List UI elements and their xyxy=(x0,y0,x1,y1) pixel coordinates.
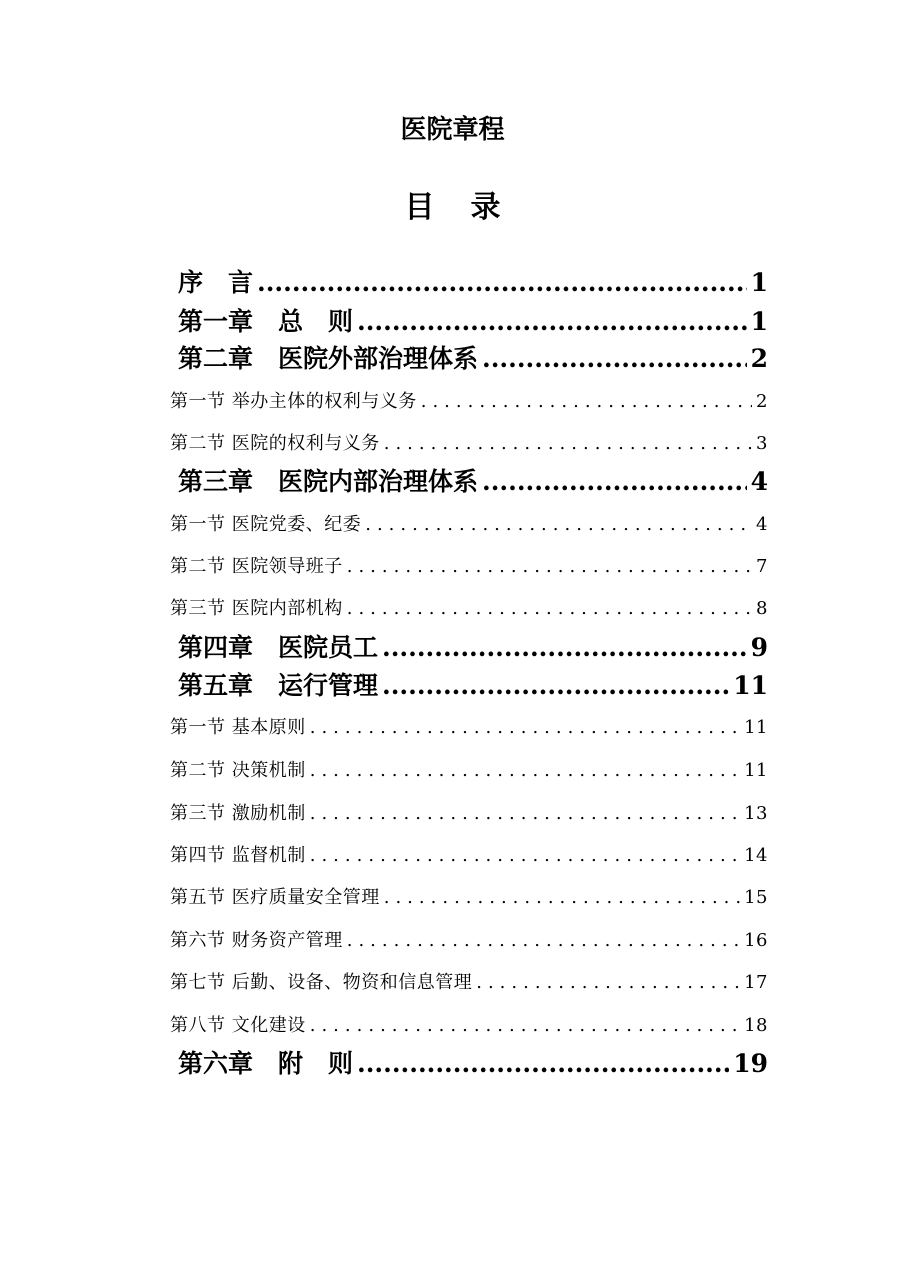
toc-entry-page: 11 xyxy=(733,671,768,700)
toc-entry-page: 8 xyxy=(756,598,768,619)
toc-entry-chapter-3[interactable] xyxy=(178,463,768,501)
toc-entry-label: 第五节 医疗质量安全管理 xyxy=(170,887,380,908)
toc-entry-page: 13 xyxy=(744,803,768,824)
toc-entry-section[interactable] xyxy=(170,841,768,871)
toc-entry-page: 17 xyxy=(744,972,768,993)
toc-entry-section[interactable] xyxy=(170,429,768,459)
toc-entry-page: 18 xyxy=(744,1015,768,1036)
toc-leader xyxy=(357,303,747,341)
toc-entry-label: 第二节 医院的权利与义务 xyxy=(170,433,380,454)
toc-leader xyxy=(476,968,740,998)
toc-entry-chapter-4[interactable] xyxy=(178,629,768,667)
toc-leader xyxy=(310,756,740,786)
toc-leader xyxy=(365,510,752,540)
document-title: 医院章程 xyxy=(400,115,505,145)
toc-entry-label: 第一节 基本原则 xyxy=(170,717,306,738)
toc-entry-label: 第四节 监督机制 xyxy=(170,845,306,866)
toc-entry-page: 11 xyxy=(744,717,768,738)
toc-leader xyxy=(310,713,740,743)
toc-entry-section[interactable] xyxy=(170,713,768,743)
toc-entry-label: 第二节 决策机制 xyxy=(170,760,306,781)
toc-leader xyxy=(310,841,740,871)
toc-entry-label: 第七节 后勤、设备、物资和信息管理 xyxy=(170,972,473,993)
toc-leader xyxy=(382,629,747,667)
toc-entry-page: 14 xyxy=(744,845,768,866)
toc-entry-section[interactable] xyxy=(170,552,768,582)
toc-entry-label: 第六章 附 则 xyxy=(178,1049,354,1078)
toc-entry-section[interactable] xyxy=(170,968,768,998)
toc-entry-label: 第二章 医院外部治理体系 xyxy=(178,344,479,373)
toc-entry-label: 第五章 运行管理 xyxy=(178,671,379,700)
toc-entry-label: 第三节 激励机制 xyxy=(170,803,306,824)
toc-entry-label: 第四章 医院员工 xyxy=(178,633,379,662)
toc-leader xyxy=(384,429,752,459)
toc-entry-page: 4 xyxy=(750,467,768,496)
toc-entry-section[interactable] xyxy=(170,799,768,829)
toc-entry-page: 2 xyxy=(756,391,768,412)
toc-heading-right: 录 xyxy=(470,190,501,225)
toc-entry-section[interactable] xyxy=(170,1011,768,1041)
toc-leader xyxy=(347,552,752,582)
toc-leader xyxy=(382,667,729,705)
toc-leader xyxy=(310,799,740,829)
toc-entry-preface[interactable] xyxy=(178,264,768,302)
toc-entry-label: 第一节 医院党委、纪委 xyxy=(170,514,362,535)
toc-heading-left: 目 xyxy=(404,190,435,225)
toc-leader xyxy=(357,1045,729,1083)
toc-entry-page: 9 xyxy=(750,633,768,662)
toc-entry-label: 第三节 医院内部机构 xyxy=(170,598,343,619)
toc-entry-page: 7 xyxy=(756,556,768,577)
toc-entry-page: 2 xyxy=(750,344,768,373)
toc-leader xyxy=(384,883,740,913)
toc-entry-label: 序 言 xyxy=(178,268,254,297)
toc-entry-chapter-2[interactable] xyxy=(178,340,768,378)
toc-leader xyxy=(347,594,752,624)
toc-entry-page: 19 xyxy=(733,1049,768,1078)
toc-entry-section[interactable] xyxy=(170,926,768,956)
toc-entry-page: 1 xyxy=(750,268,768,297)
toc-entry-page: 4 xyxy=(756,514,768,535)
toc-entry-label: 第一章 总 则 xyxy=(178,307,354,336)
toc-leader xyxy=(257,264,747,302)
toc-entry-section[interactable] xyxy=(170,883,768,913)
toc-entry-page: 15 xyxy=(744,887,768,908)
toc-entry-section[interactable] xyxy=(170,510,768,540)
toc-entry-label: 第三章 医院内部治理体系 xyxy=(178,467,479,496)
toc-entry-page: 16 xyxy=(744,930,768,951)
toc-leader xyxy=(310,1011,740,1041)
toc-entry-page: 11 xyxy=(744,760,768,781)
toc-entry-chapter-1[interactable] xyxy=(178,303,768,341)
toc-entry-section[interactable] xyxy=(170,594,768,624)
toc-entry-section[interactable] xyxy=(170,387,768,417)
toc-entry-label: 第一节 举办主体的权利与义务 xyxy=(170,391,417,412)
toc-leader xyxy=(421,387,752,417)
toc-leader xyxy=(482,340,747,378)
toc-entry-label: 第二节 医院领导班子 xyxy=(170,556,343,577)
toc-entry-chapter-5[interactable] xyxy=(178,667,768,705)
toc-entry-label: 第六节 财务资产管理 xyxy=(170,930,343,951)
toc-leader xyxy=(482,463,747,501)
toc-entry-section[interactable] xyxy=(170,756,768,786)
toc-entry-chapter-6[interactable] xyxy=(178,1045,768,1083)
toc-entry-page: 3 xyxy=(756,433,768,454)
toc-entry-label: 第八节 文化建设 xyxy=(170,1015,306,1036)
toc-entry-page: 1 xyxy=(750,307,768,336)
toc-leader xyxy=(347,926,740,956)
